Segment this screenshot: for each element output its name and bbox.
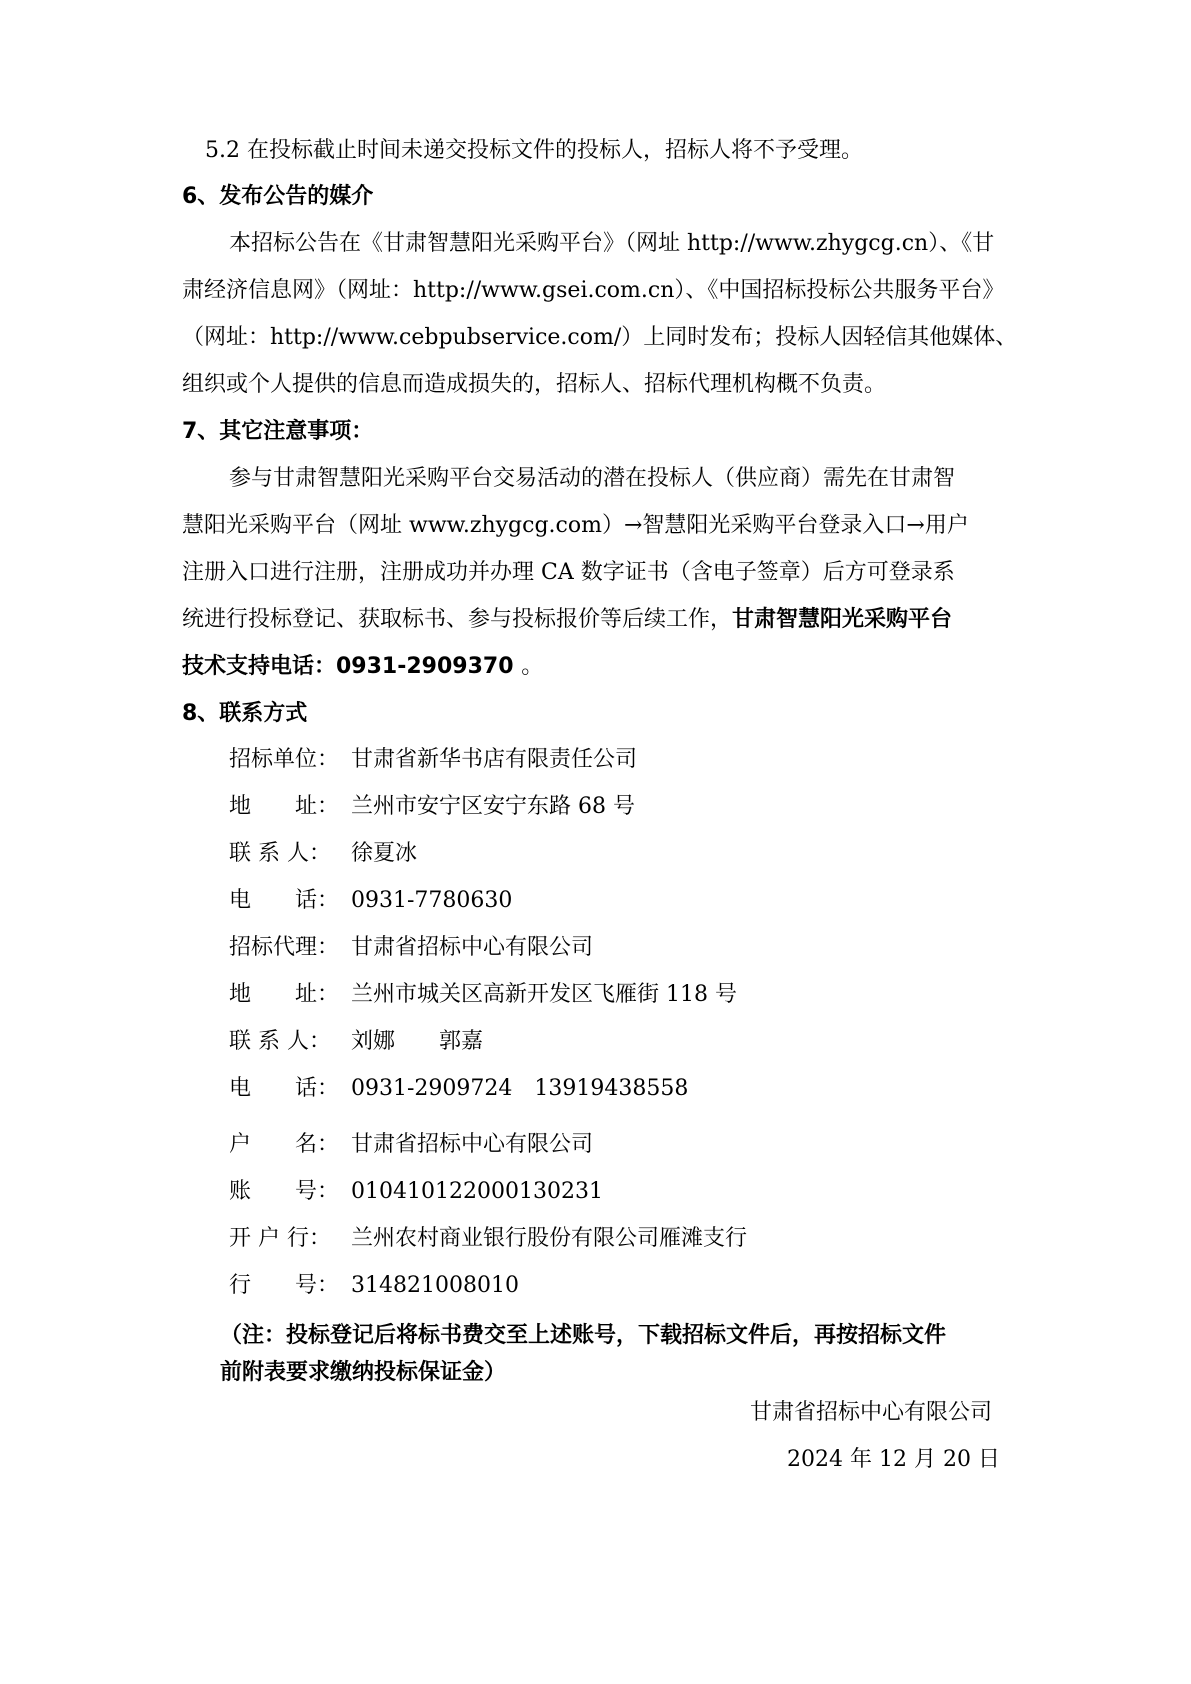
contact-row-bank <box>229 1224 747 1254</box>
section-8-heading: 8、联系方式 <box>182 701 308 726</box>
tech-support-phone: 技术支持电话：0931-2909370 <box>182 654 522 679</box>
section-7-heading: 7、其它注意事项： <box>182 419 374 444</box>
contact-value: 徐夏冰 <box>351 841 418 866</box>
section-7-line-3: 注册入口进行注册，注册成功并办理 CA 数字证书（含电子签章）后方可登录系 <box>182 560 955 585</box>
section-7-line-5 <box>182 652 543 682</box>
contact-label: 电 话： <box>229 888 340 913</box>
section-6-line-3: （网址：http://www.cebpubservice.com/）上同时发布；投标人因轻信其他媒体、 <box>182 325 1018 350</box>
contact-label: 联 系 人： <box>229 1029 331 1054</box>
contact-label: 地 址： <box>229 982 340 1007</box>
signature-date: 2024 年 12 月 20 日 <box>787 1447 1000 1472</box>
contact-label: 地 址： <box>229 794 340 819</box>
contact-value: 兰州市城关区高新开发区飞雁街 118 号 <box>351 982 737 1007</box>
contact-value: 甘肃省新华书店有限责任公司 <box>351 747 638 772</box>
section-7-line-5-end: 。 <box>521 654 544 679</box>
contact-label: 账 号： <box>229 1179 340 1204</box>
contact-row-bank-code <box>229 1271 519 1301</box>
contact-value: 甘肃省招标中心有限公司 <box>351 935 594 960</box>
section-7-line-1: 参与甘肃智慧阳光采购平台交易活动的潜在投标人（供应商）需先在甘肃智 <box>229 466 956 491</box>
section-6-heading: 6、发布公告的媒介 <box>182 184 374 209</box>
contact-value: 010410122000130231 <box>351 1179 603 1204</box>
contact-value: 314821008010 <box>351 1273 519 1298</box>
contact-label: 开 户 行： <box>229 1226 331 1251</box>
note-line-2: 前附表要求缴纳投标保证金） <box>220 1360 507 1385</box>
contact-value: 0931-2909724 13919438558 <box>351 1076 689 1101</box>
section-7-line-4 <box>182 605 952 635</box>
section-6-line-4: 组织或个人提供的信息而造成损失的，招标人、招标代理机构概不负责。 <box>182 372 887 397</box>
contact-row-account-number <box>229 1177 603 1207</box>
contact-value: 甘肃省招标中心有限公司 <box>351 1132 594 1157</box>
contact-row-tenderer-person <box>229 839 417 869</box>
contact-row-agent-phone <box>229 1074 688 1104</box>
contact-row-agent-address <box>229 980 737 1010</box>
contact-row-agent <box>229 933 593 963</box>
section-6-line-2: 肃经济信息网》（网址：http://www.gsei.com.cn）、《中国招标投标公共服务平台》 <box>182 278 1005 303</box>
platform-name-bold: 甘肃智慧阳光采购平台 <box>732 607 953 632</box>
contact-row-tenderer-address <box>229 792 635 822</box>
contact-label: 行 号： <box>229 1273 340 1298</box>
contact-row-account-name <box>229 1130 593 1160</box>
contact-label: 电 话： <box>229 1076 340 1101</box>
contact-row-tenderer <box>229 745 637 775</box>
contact-value: 兰州市安宁区安宁东路 68 号 <box>351 794 635 819</box>
contact-value: 刘娜 郭嘉 <box>351 1029 484 1054</box>
contact-label: 联 系 人： <box>229 841 331 866</box>
contact-label: 招标单位： <box>229 747 340 772</box>
contact-row-agent-person <box>229 1027 483 1057</box>
contact-value: 0931-7780630 <box>351 888 513 913</box>
contact-label: 招标代理： <box>229 935 340 960</box>
contact-row-tenderer-phone <box>229 886 512 916</box>
signature-organization: 甘肃省招标中心有限公司 <box>750 1400 993 1425</box>
clause-5-2: 5.2 在投标截止时间未递交投标文件的投标人，招标人将不予受理。 <box>205 138 863 163</box>
contact-label: 户 名： <box>229 1132 340 1157</box>
contact-value: 兰州农村商业银行股份有限公司雁滩支行 <box>351 1226 748 1251</box>
note-line-1: （注：投标登记后将标书费交至上述账号，下载招标文件后，再按招标文件 <box>220 1323 947 1348</box>
section-6-line-1: 本招标公告在《甘肃智慧阳光采购平台》（网址 http://www.zhygcg.cn）、《甘 <box>229 231 995 256</box>
section-7-line-4-text: 统进行投标登记、获取标书、参与投标报价等后续工作， <box>182 607 733 632</box>
section-7-line-2: 慧阳光采购平台（网址 www.zhygcg.com）→智慧阳光采购平台登录入口→用户 <box>182 513 969 538</box>
